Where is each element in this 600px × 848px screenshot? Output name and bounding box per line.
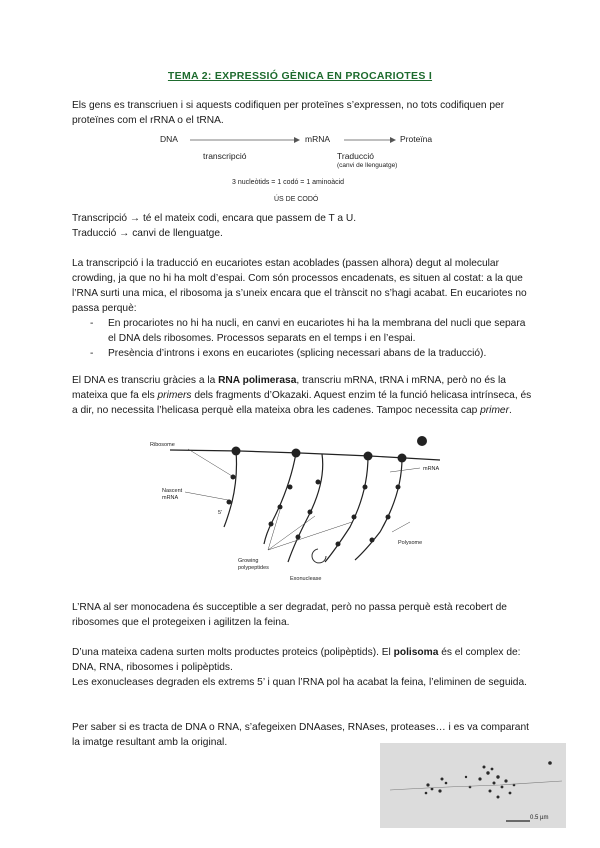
- mrna-strand: [264, 453, 296, 544]
- polysome-figure: [140, 432, 460, 587]
- rna-polymerase-mark: [232, 447, 241, 456]
- flow-transcription: transcripció: [203, 151, 247, 161]
- flow-mrna: mRNA: [305, 134, 331, 144]
- exonuclease-paragraph: Les exonucleases degraden els extrems 5’ i quan l’RNA pol ha acabat la feina, l’eliminen de seguida.: [72, 677, 527, 688]
- ribosome-dot: [352, 515, 357, 520]
- electron-micrograph: [380, 743, 566, 828]
- label-polysome: Polysome: [398, 540, 423, 546]
- ribosome-dot: [363, 485, 368, 490]
- flow-translation-note: (canvi de llenguatge): [337, 162, 398, 169]
- definition-translation: Traducció → canvi de llenguatge.: [72, 228, 223, 239]
- ribosome-dot: [308, 510, 313, 515]
- flow-codon-rule: 3 nucleòtids = 1 codó = 1 aminoàcid: [232, 179, 345, 186]
- polisoma-term: polisoma: [393, 647, 439, 658]
- label-nascent: Nascent: [162, 488, 183, 494]
- mrna-strand: [288, 454, 323, 562]
- label-ribosome: Ribosome: [150, 442, 175, 448]
- primer-term: primer: [480, 405, 509, 416]
- rna-polymerase-term: RNA polimerasa: [218, 375, 297, 386]
- primers-term: primers: [157, 390, 192, 401]
- flow-arrows: [190, 134, 402, 146]
- ribosome-dot: [336, 542, 341, 547]
- definition-transcription: Transcripció → té el mateix codi, encara que passem de T a U.: [72, 213, 357, 224]
- label-exonuclease: Exonuclease: [290, 576, 322, 582]
- final-paragraph: Per saber si es tracta de DNA o RNA, s’afegeixen DNAases, RNAses, proteases… i es va comparant la imatge resultant amb la original.: [72, 722, 529, 748]
- flow-codon-use: ÚS DE CODÓ: [274, 196, 319, 203]
- ribosome-dot: [370, 538, 375, 543]
- coupling-paragraph: La transcripció i la traducció en eucariotes estan acoblades (passen alhora) degut al molecular crowding, ja que no hi ha molt d’espai. Com són processos encadenats, es situen al costat: a la que l’RNA surti una mica, el ribosoma ja s’uneix encara que el trànscit no s’hagi acabat. En eucariotes no passa perquè:: [72, 258, 527, 314]
- ribosome-leader: [188, 449, 232, 476]
- ribosome-dot: [288, 485, 293, 490]
- growing-leader: [268, 510, 280, 550]
- ribosome-dot: [227, 500, 232, 505]
- mrna-strand: [325, 456, 368, 562]
- coupling-bullets: [86, 316, 536, 361]
- flow-protein: Proteïna: [400, 134, 433, 144]
- rna-polymerase-mark: [364, 452, 373, 461]
- flow-dna: DNA: [160, 134, 178, 144]
- polysome-paragraph: D’una mateixa cadena surten molts productes proteics (polipèptids). El polisoma és el complex de: DNA, RNA, ribosomes i polipèptids.: [72, 647, 521, 673]
- rna-polymerase-mark: [398, 454, 407, 463]
- exonuclease-shape: [312, 549, 326, 563]
- label-growing-polypeptides: polypeptides: [238, 565, 269, 571]
- growing-leader: [268, 516, 315, 550]
- page-title: TEMA 2: EXPRESSIÓ GÈNICA EN PROCARIOTES I: [167, 70, 433, 82]
- bullet-item: - Presència d’introns i exons en eucariotes (splicing necessari abans de la traducció).: [86, 346, 536, 361]
- ribosome-dot: [386, 515, 391, 520]
- ribosome-dot: [316, 480, 321, 485]
- mrna-strand: [355, 458, 402, 560]
- ribosome-dot: [296, 535, 301, 540]
- label-nascent-mrna: mRNA: [162, 495, 179, 501]
- micrograph-scale-label: 0.5 µm: [530, 815, 549, 821]
- intro-paragraph: Els gens es transcriuen i si aquests codifiquen per proteïnes s’expressen, no tots codifiquen per proteïnes com el rRNA o el tRNA.: [72, 100, 505, 126]
- bullet-item: - En procariotes no hi ha nucli, en canvi en eucariotes hi ha la membrana del nucli que separa el DNA dels ribosomes. Processos separats en el temps i en l’espai.: [86, 316, 536, 346]
- nascent-leader: [185, 492, 228, 500]
- rna-polymerase-mark: [292, 449, 301, 458]
- label-five-prime: 5': [218, 510, 223, 516]
- polymerase-paragraph: El DNA es transcriu gràcies a la RNA polimerasa, transcriu mRNA, tRNA i mRNA, però no és la mateixa que fa els primers dels fragments d’Okazaki. Aquest enzim té la funció helicasa intrínseca, és a dir, no necessita l’helicasa perquè ella mateixa obra les cadenes. Tampoc necessita cap primer.: [72, 375, 532, 416]
- label-mrna: mRNA: [423, 466, 440, 472]
- mrna-leader: [390, 468, 420, 472]
- ribosome-dot: [396, 485, 401, 490]
- flow-translation: Traducció: [337, 151, 375, 161]
- ribosome-dot: [269, 522, 274, 527]
- label-growing: Growing: [238, 558, 259, 564]
- polysome-leader: [392, 522, 410, 532]
- rna-polymerase-mark: [417, 436, 427, 446]
- ribosome-dot: [278, 505, 283, 510]
- degradation-paragraph: L’RNA al ser monocadena és succeptible a ser degradat, però no passa perquè està recobert de ribosomes que el protegeixen i agilitzen la feina.: [72, 602, 507, 628]
- nascent-mrna-strand: [224, 451, 237, 527]
